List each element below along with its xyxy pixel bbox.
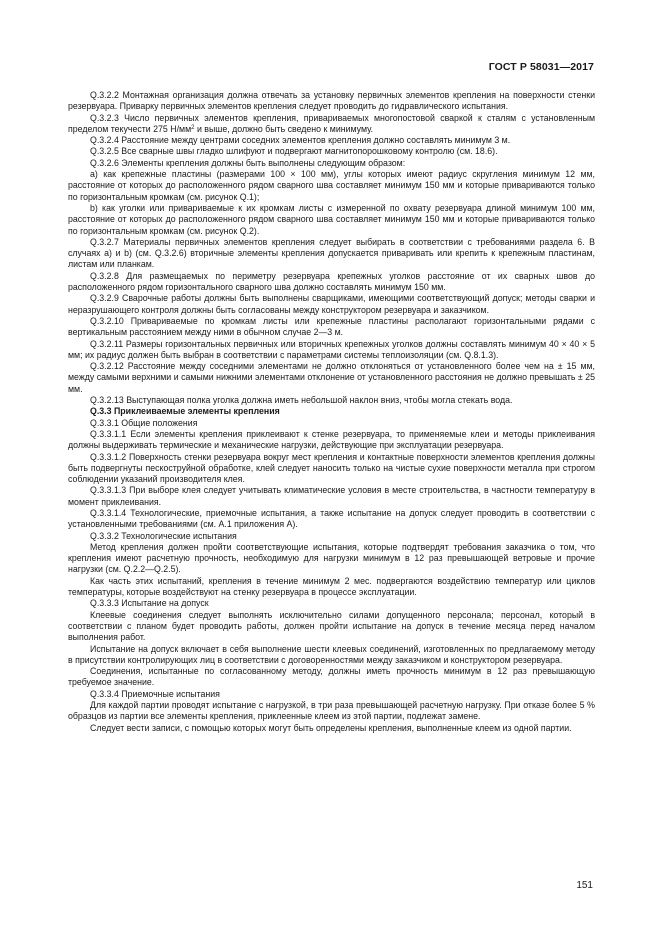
paragraph: b) как уголки или привариваемые к их кромкам листы с измеренной по охвату резервуара длиной минимум 100 мм, расстояние от которых до расположенного рядом сварного шва составляет минимум 150 мм и которые привариваются только по горизонтальным кромкам (см. рисунок Q.2). (68, 202, 595, 236)
paragraph: Q.3.3.1 Общие положения (90, 417, 198, 428)
paragraph: Q.3.2.2 Монтажная организация должна отвечать за установку первичных элементов крепления на поверхности стенки резервуара. Приварку первичных элементов крепления следует проводить до гидравлического испытания. (68, 90, 595, 112)
superscript: 2 (191, 124, 195, 131)
paragraph: Следует вести записи, с помощью которых могут быть определены крепления, выполненные клеем из одной партии. (90, 722, 572, 733)
paragraph: Соединения, испытанные по согласованному методу, должны иметь прочность минимум в 12 раз превышающую требуемое значение. (68, 666, 595, 688)
paragraph: Q.3.2.3 Число первичных элементов крепления, привариваемых многопостовой сваркой к сталям с установленным пределом текучести 275 $Н/мм^2$ и выше, должно быть сведено к минимуму. (68, 112, 595, 134)
paragraph: Q.3.2.8 Для размещаемых по периметру резервуара крепежных уголков расстояние от их сварных швов до расположенного рядом горизонтального сварного шва должно составлять минимум 150 мм. (68, 270, 595, 293)
paragraph: Q.3.3.1.2 Поверхность стенки резервуара вокруг мест крепления и контактные поверхности элементов крепления должны быть подвергнуты пескоструйной обработке, клей следует наносить только на чистые сухие поверхности металла при строгом соблюдении указаний производителя клея. (68, 451, 595, 485)
paragraph: Для каждой партии проводят испытание с нагрузкой, в три раза превышающей расчетную нагрузку. При отказе более 5 % образцов из партии все элементы крепления, приклеенные клеем из этой партии, подлежат замене. (68, 700, 595, 722)
paragraph: Q.3.2.6 Элементы крепления должны быть выполнены следующим образом: (90, 157, 406, 168)
paragraph: Метод крепления должен пройти соответствующие испытания, которые подтвердят требования заказчика о том, что крепления имеют расчетную прочность, необходимую для нагрузки минимум в 12 раз превышающей ветровые и прочие нагрузки (см. Q.2.2—Q.2.5). (68, 541, 595, 575)
paragraph: Q.3.2.11 Размеры горизонтальных первичных или вторичных крепежных уголков должны составлять минимум 40 × 40 × 5 мм; их радиус должен быть выбран в соответствии с параметрами системы теплоизоляции (см. Q.8.1.3). (68, 338, 595, 360)
section-heading: Q.3.3 Приклеиваемые элементы крепления (90, 406, 280, 417)
paragraph: Q.3.3.3 Испытание на допуск (90, 598, 209, 609)
paragraph: Q.3.2.9 Сварочные работы должны быть выполнены сварщиками, имеющими соответствующий допуск; методы сварки и неразрушающего контроля должны быть согласованы между конструктором резервуара и заказчиком. (68, 293, 595, 315)
paragraph: Q.3.2.12 Расстояние между соседними элементами не должно отклоняться от установленного более чем на ± 15 мм, между самыми верхними и самыми нижними элементами отклонение от установленного расстояния не должно превышать ± 25 мм. (68, 361, 595, 394)
document-code-header: ГОСТ Р 58031—2017 (488, 61, 594, 73)
paragraph: Q.3.3.1.4 Технологические, приемочные испытания, а также испытание на допуск следует проводить в соответствии с установленными требованиями (см. А.1 приложения А). (68, 507, 595, 530)
paragraph: Клеевые соединения следует выполнять исключительно силами допущенного персонала; персонал, который в соответствии с планом будет проводить работы, должен пройти испытание на допуск в течение месяца перед началом выполнения работ. (68, 609, 595, 643)
paragraph: Q.3.3.2 Технологические испытания (90, 530, 237, 541)
paragraph: Q.3.2.7 Материалы первичных элементов крепления следует выбирать в соответствии с требованиями раздела 6. В случаях а) и b) (см. Q.3.2.6) вторичные элементы крепления допускается приваривать или крепить к крепежным пластинам, листам или планкам. (68, 236, 595, 270)
paragraph: а) как крепежные пластины (размерами 100 × 100 мм), углы которых имеют радиус скругления минимум 12 мм, расстояние от которых до расположенного рядом сварного шва составляет минимум 150 мм и которые привариваются только по горизонтальным кромкам (см. рисунок Q.1); (68, 169, 595, 202)
document-body (68, 90, 595, 734)
paragraph: Испытание на допуск включает в себя выполнение шести клеевых соединений, изготовленных по предлагаемому методу в присутствии контролирующих лиц в соответствии с договоренностями между заказчиком и конструктором резервуара. (68, 643, 595, 665)
paragraph: Q.3.3.4 Приемочные испытания (90, 688, 220, 699)
paragraph: Q.3.2.4 Расстояние между центрами соседних элементов крепления должно составлять минимум 3 м. (90, 135, 511, 146)
paragraph: Q.3.2.13 Выступающая полка уголка должна иметь небольшой наклон вниз, чтобы могла стекать вода. (90, 395, 513, 406)
paragraph: Q.3.3.1.1 Если элементы крепления приклеивают к стенке резервуара, то применяемые клеи и методы приклеивания должны выдерживать термические и механические нагрузки, действующие при эксплуатации резервуара. (68, 428, 595, 451)
paragraph: Q.3.2.5 Все сварные швы гладко шлифуют и подвергают магнитопорошковому контролю (см. 18.6). (90, 146, 498, 157)
paragraph: Q.3.3.1.3 При выборе клея следует учитывать климатические условия в месте строительства, в частности температуру в момент приклеивания. (68, 485, 595, 507)
paragraph: Q.3.2.10 Привариваемые по кромкам листы или крепежные пластины располагают горизонтальными рядами с вертикальным расстоянием между ними в обычном случае 2—3 м. (68, 315, 595, 338)
paragraph: Как часть этих испытаний, крепления в течение минимум 2 мес. подвергаются воздействию температур или циклов температуры, которые воздействуют на стенку резервуара в процессе эксплуатации. (68, 575, 595, 598)
page-number: 151 (576, 880, 593, 891)
